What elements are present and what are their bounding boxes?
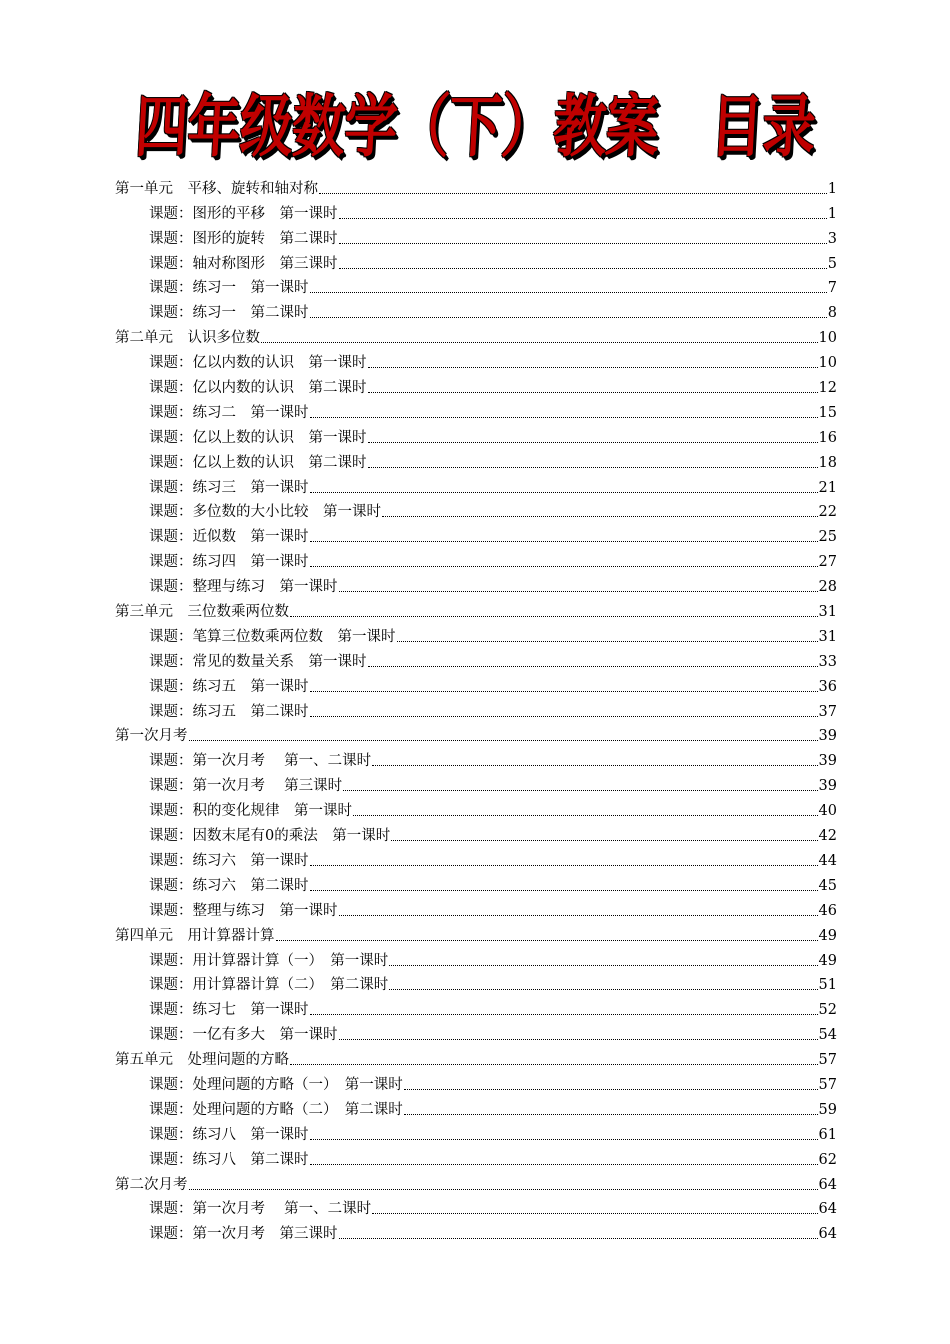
toc-unit-entry[interactable] xyxy=(115,1045,837,1070)
toc-unit-entry[interactable] xyxy=(115,597,837,622)
toc-unit-entry[interactable] xyxy=(115,722,837,747)
toc-lesson-entry[interactable] xyxy=(115,448,837,473)
toc-page-number: 33 xyxy=(818,653,837,670)
toc-entry-text: 课题：练习四 第一课时 xyxy=(149,554,309,571)
toc-lesson-entry[interactable] xyxy=(115,1195,837,1220)
toc-dot-leader xyxy=(404,1114,818,1115)
toc-page-number: 22 xyxy=(818,504,837,521)
toc-page-number: 31 xyxy=(818,604,837,621)
toc-entry-text: 课题：整理与练习 第一课时 xyxy=(149,902,338,919)
toc-dot-leader xyxy=(368,442,818,443)
toc-dot-leader xyxy=(372,1213,817,1214)
toc-lesson-entry[interactable] xyxy=(115,274,837,299)
toc-entry-text: 第五单元 处理问题的方略 xyxy=(115,1052,289,1069)
toc-lesson-entry[interactable] xyxy=(115,697,837,722)
toc-lesson-entry[interactable] xyxy=(115,746,837,771)
toc-page-number: 7 xyxy=(827,280,837,297)
toc-dot-leader xyxy=(276,940,818,941)
toc-page-number: 8 xyxy=(827,305,837,322)
toc-entry-text: 课题：练习五 第一课时 xyxy=(149,678,309,695)
toc-lesson-entry[interactable] xyxy=(115,946,837,971)
toc-lesson-entry[interactable] xyxy=(115,473,837,498)
toc-page-number: 61 xyxy=(818,1126,837,1143)
toc-dot-leader xyxy=(368,666,818,667)
toc-unit-entry[interactable] xyxy=(115,921,837,946)
toc-unit-entry[interactable] xyxy=(115,323,837,348)
toc-entry-text: 第二次月考 xyxy=(115,1176,188,1193)
toc-entry-text: 课题：常见的数量关系 第一课时 xyxy=(149,653,367,670)
toc-entry-text: 课题：练习五 第二课时 xyxy=(149,703,309,720)
toc-entry-text: 课题：练习八 第二课时 xyxy=(149,1151,309,1168)
toc-entry-text: 课题：练习八 第一课时 xyxy=(149,1126,309,1143)
toc-page-number: 3 xyxy=(827,230,837,247)
toc-page-number: 45 xyxy=(818,877,837,894)
toc-page-number: 1 xyxy=(827,205,837,222)
toc-dot-leader xyxy=(368,367,818,368)
toc-dot-leader xyxy=(261,342,818,343)
toc-page-number: 10 xyxy=(818,330,837,347)
toc-dot-leader xyxy=(310,890,818,891)
toc-page-number: 49 xyxy=(818,927,837,944)
toc-entry-text: 课题：近似数 第一课时 xyxy=(149,529,309,546)
toc-entry-text: 课题：轴对称图形 第三课时 xyxy=(149,255,338,272)
toc-dot-leader xyxy=(382,516,818,517)
toc-lesson-entry[interactable] xyxy=(115,622,837,647)
toc-dot-leader xyxy=(310,492,818,493)
toc-page-number: 59 xyxy=(818,1101,837,1118)
toc-lesson-entry[interactable] xyxy=(115,771,837,796)
toc-dot-leader xyxy=(310,566,818,567)
toc-dot-leader xyxy=(319,193,827,194)
toc-page-number: 39 xyxy=(818,753,837,770)
toc-entry-text: 课题：用计算器计算（一） 第一课时 xyxy=(149,952,389,969)
toc-page-number: 64 xyxy=(818,1201,837,1218)
toc-dot-leader xyxy=(310,865,818,866)
toc-lesson-entry[interactable] xyxy=(115,1070,837,1095)
toc-dot-leader xyxy=(310,317,827,318)
toc-page-number: 1 xyxy=(827,180,837,197)
toc-entry-text: 课题：图形的旋转 第二课时 xyxy=(149,230,338,247)
toc-lesson-entry[interactable] xyxy=(115,1095,837,1120)
toc-page-number: 27 xyxy=(818,554,837,571)
toc-page-number: 64 xyxy=(818,1226,837,1243)
toc-dot-leader xyxy=(372,765,817,766)
toc-dot-leader xyxy=(339,218,827,219)
toc-dot-leader xyxy=(310,1139,818,1140)
toc-lesson-entry[interactable] xyxy=(115,995,837,1020)
toc-entry-text: 课题：练习三 第一课时 xyxy=(149,479,309,496)
toc-entry-text: 第二单元 认识多位数 xyxy=(115,330,260,347)
toc-entry-text: 课题：亿以上数的认识 第二课时 xyxy=(149,454,367,471)
toc-dot-leader xyxy=(189,1189,818,1190)
toc-page-number: 57 xyxy=(818,1052,837,1069)
toc-entry-text: 课题：亿以内数的认识 第二课时 xyxy=(149,380,367,397)
toc-page-number: 12 xyxy=(818,380,837,397)
toc-entry-text: 课题：练习一 第一课时 xyxy=(149,280,309,297)
toc-dot-leader xyxy=(310,292,827,293)
toc-page-number: 54 xyxy=(818,1027,837,1044)
toc-dot-leader xyxy=(310,691,818,692)
toc-dot-leader xyxy=(310,1164,818,1165)
toc-dot-leader xyxy=(368,392,818,393)
toc-entry-text: 课题：处理问题的方略（一） 第一课时 xyxy=(149,1076,403,1093)
toc-dot-leader xyxy=(290,616,818,617)
toc-entry-text: 课题：整理与练习 第一课时 xyxy=(149,579,338,596)
toc-entry-text: 第四单元 用计算器计算 xyxy=(115,927,275,944)
toc-page-number: 51 xyxy=(818,977,837,994)
toc-page-number: 52 xyxy=(818,1002,837,1019)
toc-lesson-entry[interactable] xyxy=(115,871,837,896)
toc-lesson-entry[interactable] xyxy=(115,821,837,846)
toc-lesson-entry[interactable] xyxy=(115,971,837,996)
toc-entry-text: 课题：亿以内数的认识 第一课时 xyxy=(149,355,367,372)
toc-lesson-entry[interactable] xyxy=(115,796,837,821)
toc-dot-leader xyxy=(339,268,827,269)
toc-dot-leader xyxy=(189,740,818,741)
toc-page-number: 40 xyxy=(818,803,837,820)
toc-dot-leader xyxy=(310,417,818,418)
toc-dot-leader xyxy=(339,915,818,916)
toc-page-number: 16 xyxy=(818,429,837,446)
toc-entry-text: 课题：积的变化规律 第一课时 xyxy=(149,803,352,820)
toc-page-number: 62 xyxy=(818,1151,837,1168)
toc-page-number: 39 xyxy=(818,778,837,795)
toc-lesson-entry[interactable] xyxy=(115,398,837,423)
toc-unit-entry[interactable] xyxy=(115,174,837,199)
toc-lesson-entry[interactable] xyxy=(115,498,837,523)
toc-page-number: 42 xyxy=(818,828,837,845)
toc-dot-leader xyxy=(368,467,818,468)
toc-dot-leader xyxy=(353,815,818,816)
toc-page-number: 37 xyxy=(818,703,837,720)
toc-lesson-entry[interactable] xyxy=(115,1120,837,1145)
toc-lesson-entry[interactable] xyxy=(115,846,837,871)
toc-page-number: 39 xyxy=(818,728,837,745)
toc-page-number: 25 xyxy=(818,529,837,546)
toc-unit-entry[interactable] xyxy=(115,1170,837,1195)
toc-lesson-entry[interactable] xyxy=(115,199,837,224)
toc-dot-leader xyxy=(339,1238,818,1239)
toc-page-number: 57 xyxy=(818,1076,837,1093)
toc-entry-text: 课题：笔算三位数乘两位数 第一课时 xyxy=(149,628,396,645)
toc-entry-text: 课题：亿以上数的认识 第一课时 xyxy=(149,429,367,446)
toc-entry-text: 课题：练习二 第一课时 xyxy=(149,404,309,421)
toc-dot-leader xyxy=(389,965,817,966)
toc-page-number: 15 xyxy=(818,404,837,421)
toc-page-number: 49 xyxy=(818,952,837,969)
toc-entry-text: 课题：第一次月考 第一、二课时 xyxy=(149,1201,372,1218)
page-title: 四年级数学（下）教案 目录 xyxy=(133,88,817,167)
toc-lesson-entry[interactable] xyxy=(115,1020,837,1045)
toc-entry-text: 课题：练习六 第一课时 xyxy=(149,852,309,869)
toc-entry-text: 课题：第一次月考 第一、二课时 xyxy=(149,753,372,770)
toc-entry-text: 第一单元 平移、旋转和轴对称 xyxy=(115,180,318,197)
toc-lesson-entry[interactable] xyxy=(115,896,837,921)
toc-entry-text: 课题：用计算器计算（二） 第二课时 xyxy=(149,977,389,994)
toc-lesson-entry[interactable] xyxy=(115,373,837,398)
toc-dot-leader xyxy=(339,591,818,592)
toc-dot-leader xyxy=(343,790,817,791)
toc-lesson-entry[interactable] xyxy=(115,572,837,597)
toc-dot-leader xyxy=(310,1014,818,1015)
toc-lesson-entry[interactable] xyxy=(115,348,837,373)
toc-dot-leader xyxy=(339,1039,818,1040)
toc-entry-text: 第一次月考 xyxy=(115,728,188,745)
toc-entry-text: 课题：多位数的大小比较 第一课时 xyxy=(149,504,381,521)
toc-lesson-entry[interactable] xyxy=(115,298,837,323)
toc-lesson-entry[interactable] xyxy=(115,1219,837,1244)
toc-lesson-entry[interactable] xyxy=(115,423,837,448)
toc-dot-leader xyxy=(310,541,818,542)
toc-page-number: 31 xyxy=(818,628,837,645)
toc-entry-text: 课题：处理问题的方略（二） 第二课时 xyxy=(149,1101,403,1118)
toc-entry-text: 课题：一亿有多大 第一课时 xyxy=(149,1027,338,1044)
toc-lesson-entry[interactable] xyxy=(115,547,837,572)
toc-entry-text: 课题：第一次月考 第三课时 xyxy=(149,1226,338,1243)
toc-lesson-entry[interactable] xyxy=(115,647,837,672)
toc-entry-text: 课题：练习一 第二课时 xyxy=(149,305,309,322)
toc-dot-leader xyxy=(389,989,817,990)
toc-page-number: 10 xyxy=(818,355,837,372)
toc-lesson-entry[interactable] xyxy=(115,672,837,697)
toc-page-number: 46 xyxy=(818,902,837,919)
toc-entry-text: 课题：第一次月考 第三课时 xyxy=(149,778,343,795)
toc-entry-text: 第三单元 三位数乘两位数 xyxy=(115,604,289,621)
toc-dot-leader xyxy=(391,840,817,841)
toc-page-number: 44 xyxy=(818,852,837,869)
toc-lesson-entry[interactable] xyxy=(115,224,837,249)
toc-entry-text: 课题：因数末尾有0的乘法 第一课时 xyxy=(149,828,391,845)
toc-dot-leader xyxy=(339,243,827,244)
toc-dot-leader xyxy=(404,1089,818,1090)
toc-page-number: 21 xyxy=(818,479,837,496)
toc-page-number: 64 xyxy=(818,1176,837,1193)
toc-lesson-entry[interactable] xyxy=(115,1145,837,1170)
toc-entry-text: 课题：图形的平移 第一课时 xyxy=(149,205,338,222)
toc-lesson-entry[interactable] xyxy=(115,522,837,547)
toc-page-number: 18 xyxy=(818,454,837,471)
toc-page-number: 36 xyxy=(818,678,837,695)
toc-page-number: 5 xyxy=(827,255,837,272)
toc-lesson-entry[interactable] xyxy=(115,249,837,274)
toc-dot-leader xyxy=(290,1064,818,1065)
toc-entry-text: 课题：练习六 第二课时 xyxy=(149,877,309,894)
toc-page-number: 28 xyxy=(818,579,837,596)
toc-entry-text: 课题：练习七 第一课时 xyxy=(149,1002,309,1019)
toc-dot-leader xyxy=(397,641,818,642)
table-of-contents xyxy=(115,174,837,1244)
toc-dot-leader xyxy=(310,716,818,717)
